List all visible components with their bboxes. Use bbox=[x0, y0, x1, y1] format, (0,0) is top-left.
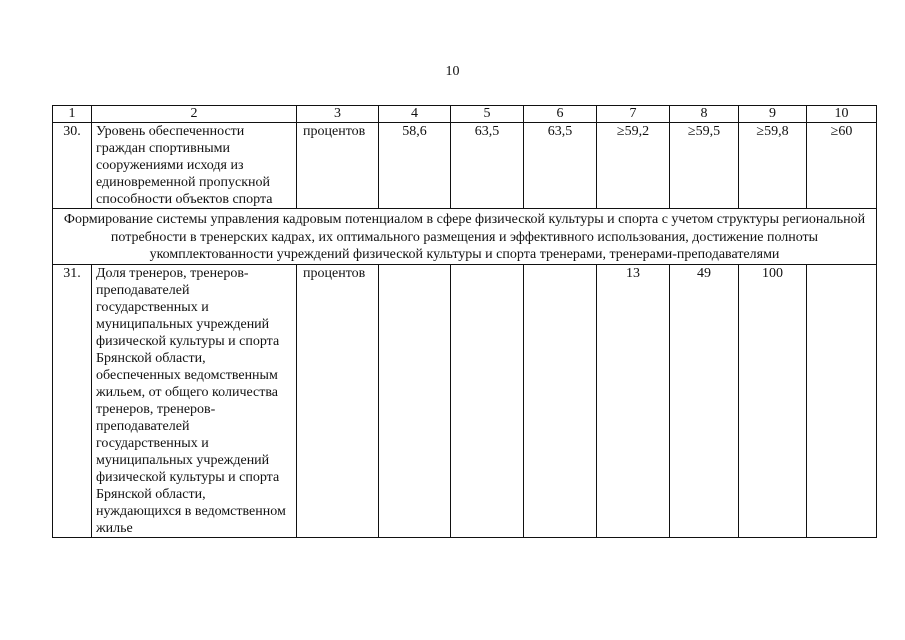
row-number: 30. bbox=[53, 123, 92, 209]
header-cell: 9 bbox=[739, 106, 807, 123]
header-cell: 3 bbox=[297, 106, 379, 123]
page-number: 10 bbox=[445, 64, 460, 79]
header-cell: 8 bbox=[670, 106, 739, 123]
table-row-31 bbox=[53, 264, 877, 537]
value-cell: 13 bbox=[597, 264, 670, 537]
value-cell: 49 bbox=[670, 264, 739, 537]
value-cell: ≥59,2 bbox=[597, 123, 670, 209]
row-number: 31. bbox=[53, 264, 92, 537]
indicator-table bbox=[52, 105, 877, 538]
value-cell bbox=[451, 264, 524, 537]
header-cell: 1 bbox=[53, 106, 92, 123]
value-cell: 100 bbox=[739, 264, 807, 537]
unit-cell: процентов bbox=[297, 123, 379, 209]
value-cell bbox=[524, 264, 597, 537]
table-row-30 bbox=[53, 123, 877, 209]
header-cell: 6 bbox=[524, 106, 597, 123]
indicator-name: Доля тренеров, тренеров-преподавателей государственных и муниципальных учреждений физической культуры и спорта Брянской области, обеспеченных ведомственным жильем, от общего количества тренеров, тренеров-преподавателей государственных и муниципальных учреждений физической культуры и спорта Брянской области, нуждающихся в ведомственном жилье bbox=[92, 264, 297, 537]
indicator-name: Уровень обеспеченности граждан спортивными сооружениями исходя из единовременной пропускной способности объектов спорта bbox=[92, 123, 297, 209]
value-cell: 58,6 bbox=[379, 123, 451, 209]
header-cell: 7 bbox=[597, 106, 670, 123]
header-cell: 5 bbox=[451, 106, 524, 123]
value-cell: ≥59,8 bbox=[739, 123, 807, 209]
value-cell bbox=[807, 264, 877, 537]
header-row bbox=[53, 106, 877, 123]
header-cell: 2 bbox=[92, 106, 297, 123]
header-cell: 4 bbox=[379, 106, 451, 123]
header-cell: 10 bbox=[807, 106, 877, 123]
unit-cell: процентов bbox=[297, 264, 379, 537]
section-row bbox=[53, 209, 877, 265]
value-cell: ≥59,5 bbox=[670, 123, 739, 209]
value-cell: ≥60 bbox=[807, 123, 877, 209]
section-heading: Формирование системы управления кадровым потенциалом в сфере физической культуры и спорта с учетом структуры региональной потребности в тренерских кадрах, их оптимального размещения и эффективного использования, достижение полноты укомплектованности учреждений физической культуры и спорта тренерами, тренерами-преподавателями bbox=[53, 209, 877, 265]
value-cell: 63,5 bbox=[451, 123, 524, 209]
value-cell bbox=[379, 264, 451, 537]
value-cell: 63,5 bbox=[524, 123, 597, 209]
